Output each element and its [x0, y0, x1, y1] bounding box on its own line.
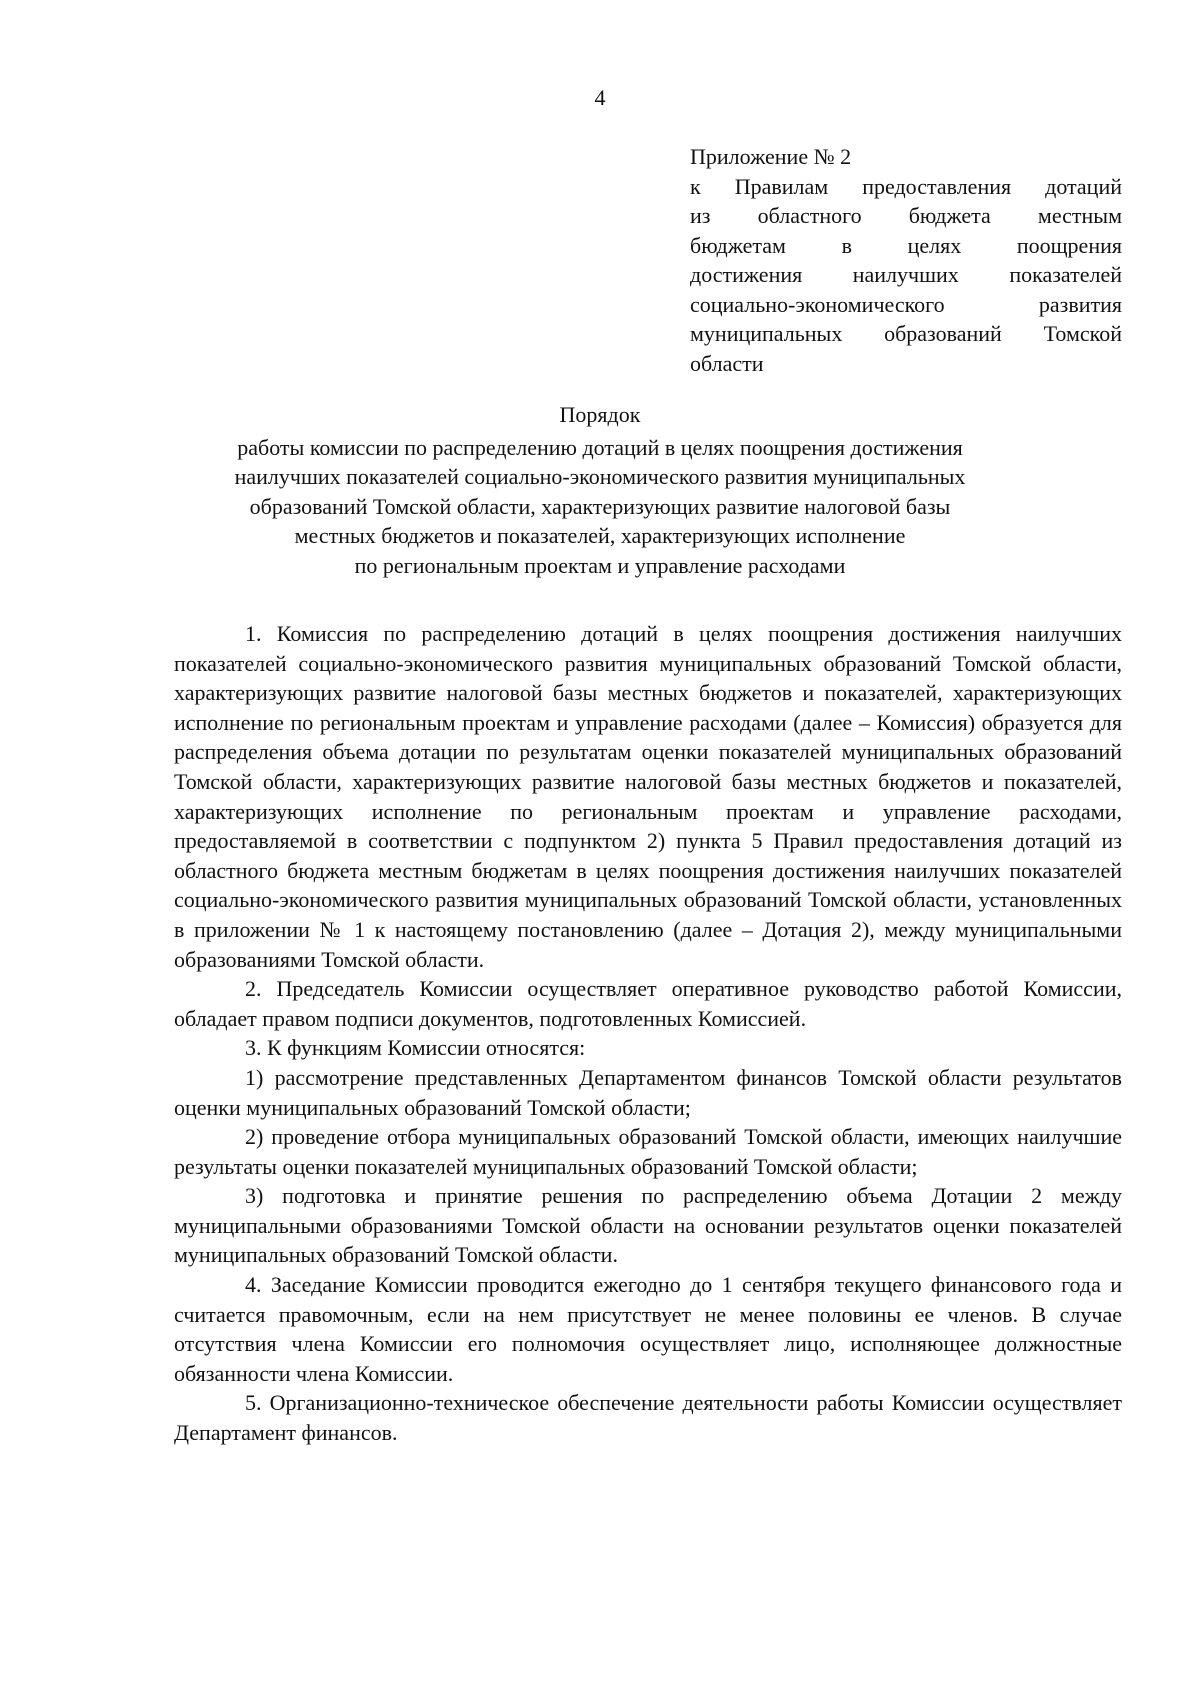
paragraph-3-item-3: 3) подготовка и принятие решения по распределению объема Дотации 2 между муниципальными образованиями Томской области на основании результатов оценки показателей муниципальных образований Томской области. — [174, 1183, 1122, 1268]
appendix-line: социально-экономического развития — [690, 291, 1122, 317]
appendix-line: из областного бюджета местным — [690, 203, 1122, 228]
document-body — [174, 619, 1122, 1448]
appendix-line: области — [690, 350, 764, 376]
paragraph-3-item-2: 2) проведение отбора муниципальных образований Томской области, имеющих наилучшие результаты оценки показателей муниципальных образований Томской области; — [174, 1124, 1122, 1179]
paragraph-3: 3. К функциям Комиссии относятся: — [245, 1035, 586, 1061]
page-number: 4 — [594, 85, 606, 110]
title-line: образований Томской области, характеризующих развитие налоговой базы — [249, 493, 951, 519]
appendix-heading — [690, 142, 1122, 378]
title-line: местных бюджетов и показателей, характеризующих исполнение — [294, 523, 906, 548]
document-title — [150, 400, 1050, 580]
appendix-line: достижения наилучших показателей — [690, 262, 1122, 287]
title-line: по региональным проектам и управление расходами — [354, 552, 846, 578]
paragraph-4: 4. Заседание Комиссии проводится ежегодно до 1 сентября текущего финансового года и считается правомочным, если на нем присутствует не менее половины ее членов. В случае отсутствия члена Комиссии его полномочия осуществляет лицо, исполняющее должностные обязанности члена Комиссии. — [174, 1272, 1122, 1386]
appendix-line: Приложение № 2 — [690, 144, 852, 169]
title-main: Порядок — [559, 402, 641, 427]
paragraph-5: 5. Организационно-техническое обеспечение деятельности работы Комиссии осуществляет Департамент финансов. — [174, 1390, 1122, 1446]
paragraph-3-item-1: 1) рассмотрение представленных Департаментом финансов Томской области результатов оценки муниципальных образований Томской области; — [174, 1064, 1122, 1120]
appendix-line: к Правилам предоставления дотаций — [690, 173, 1122, 199]
title-line: наилучших показателей социально-экономического развития муниципальных — [234, 464, 966, 489]
appendix-line: муниципальных образований Томской — [690, 321, 1122, 346]
title-line: работы комиссии по распределению дотаций в целях поощрения достижения — [237, 434, 963, 460]
paragraph-2: 2. Председатель Комиссии осуществляет оперативное руководство работой Комиссии, обладает правом подписи документов, подготовленных Комиссией. — [174, 976, 1122, 1031]
paragraph-1: 1. Комиссия по распределению дотаций в целях поощрения достижения наилучших показателей социально-экономического развития муниципальных образований Томской области, характеризующих развитие налоговой базы местных бюджетов и показателей, характеризующих исполнение по региональным проектам и управление расходами (далее – Комиссия) образуется для распределения объема дотации по результатам оценки показателей муниципальных образований Томской области, характеризующих развитие налоговой базы местных бюджетов и показателей, характеризующих исполнение по региональным проектам и управление расходами, предоставляемой в соответствии с подпунктом 2) пункта 5 Правил предоставления дотаций из областного бюджета местным бюджетам в целях поощрения достижения наилучших показателей социально-экономического развития муниципальных образований Томской области, установленных в приложении № 1 к настоящему постановлению (далее – Дотация 2), между муниципальными образованиями Томской области. — [174, 621, 1122, 972]
appendix-line: бюджетам в целях поощрения — [690, 232, 1122, 258]
